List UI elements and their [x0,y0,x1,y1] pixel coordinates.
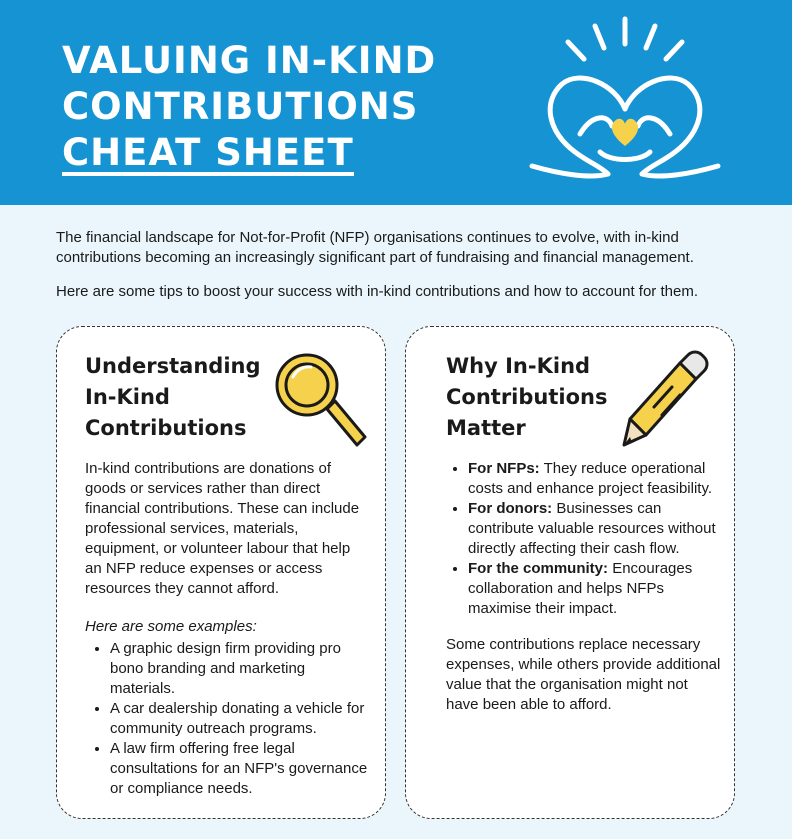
benefit-text: They reduce operational costs and enhance project feasibility. [468,460,713,497]
why-it-matters-card [405,326,735,819]
why-card-body [446,459,721,715]
benefit-text: Businesses can contribute valuable resources without directly affecting their cash flow. [468,500,716,557]
title-line-1: VALUING IN-KIND [62,39,437,82]
intro-section [56,228,746,316]
why-card-title: Why In-Kind Contributions Matter [446,354,608,440]
list-item [468,499,721,559]
understanding-description: In-kind contributions are donations of goods or services rather than direct financial contributions. These can include professional services, materials, equipment, or volunteer labour that help an NFP reduce expenses or access resources they cannot afford. [85,460,360,597]
closing-paragraph: Some contributions replace necessary expenses, while others provide additional value that the organisation might not have been able to afford. [446,636,721,713]
benefit-label: For donors: [468,500,553,517]
title-line-2: CONTRIBUTIONS [62,85,419,128]
benefit-label: For NFPs: [468,460,540,477]
understanding-card-body [85,459,370,799]
benefit-label: For the community: [468,560,609,577]
list-item [468,459,721,499]
understanding-card [56,326,386,819]
title-line-3: CHEAT SHEET [62,131,354,174]
list-item: • A law firm offering free legal consultations for an NFP's governance or compliance needs. [110,739,370,799]
list-item: • A graphic design firm providing pro bono branding and marketing materials. [110,639,370,699]
pencil-icon [618,349,718,459]
examples-list [85,639,370,799]
understanding-card-title: Understanding In-Kind Contributions [85,354,261,440]
list-item [468,559,721,619]
benefits-list [446,459,721,619]
header-banner [0,0,792,205]
examples-label: Here are some examples: [85,618,257,635]
intro-paragraph-2: Here are some tips to boost your success with in-kind contributions and how to account for them. [56,283,698,300]
intro-paragraph-1: The financial landscape for Not-for-Profit (NFP) organisations continues to evolve, with in-kind contributions becoming an increasingly significant part of fundraising and financial management. [56,229,694,266]
page-title [62,38,436,176]
heart-hands-icon [520,14,730,189]
benefit-text: Encourages collaboration and helps NFPs maximise their impact. [468,560,693,617]
list-item: • A car dealership donating a vehicle for community outreach programs. [110,699,370,739]
magnifying-glass-icon [269,349,369,449]
